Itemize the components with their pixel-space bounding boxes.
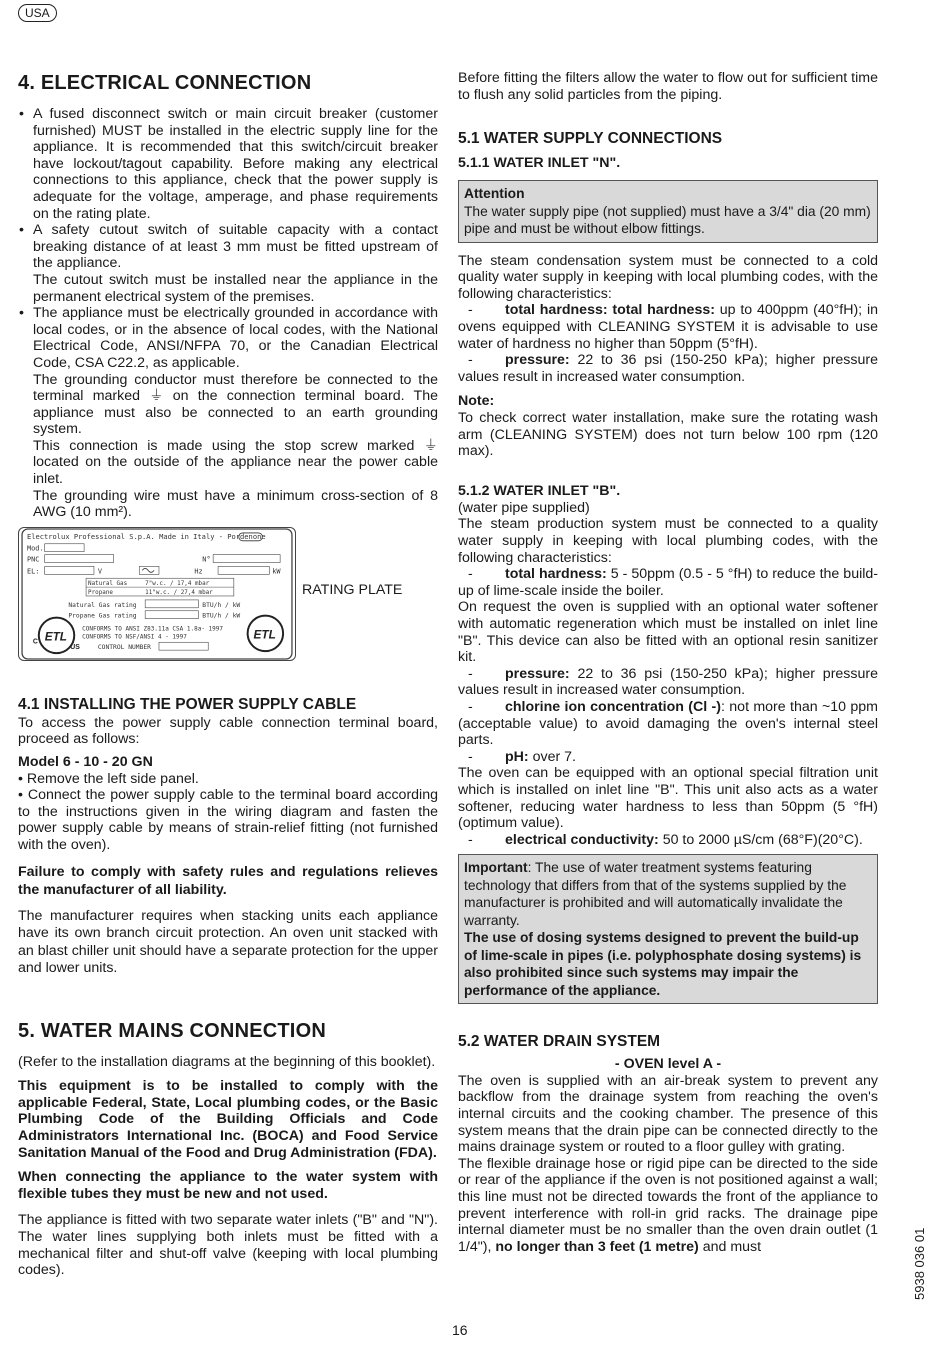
- drain-airbreak: The oven is supplied with an air-break system to prevent any backflow from the drainage system from reaching the oven's internal circuits and the cooking chamber. The presence of this system means that the drain pipe can be connected directly to the mains drainage system or routed to a floor gulley with grating.: [458, 1072, 878, 1156]
- svg-text:N°: N°: [202, 555, 211, 564]
- svg-text:Mod.: Mod.: [26, 544, 44, 553]
- svg-text:BTU/h / kW: BTU/h / kW: [202, 612, 241, 620]
- svg-text:C: C: [32, 638, 38, 646]
- country-badge: USA: [18, 4, 57, 22]
- bullet-cutout: • A safety cutout switch of suitable capacity with a contact breaking distance of at least 3 mm must be fitted upstream of the appliance. The cutout switch must be installed near the appliance in the permanent electrical system of the premises.: [18, 222, 438, 305]
- note-title: Note:: [458, 393, 495, 410]
- right-column: [458, 70, 878, 1255]
- svg-text:Natural Gas rating: Natural Gas rating: [68, 601, 137, 609]
- important-box: [458, 854, 878, 1004]
- attention-title: Attention: [464, 186, 525, 202]
- s5-two-inlets: The appliance is fitted with two separate water inlets ("B" and "N"). The water lines supplying both inlets must be fitted with a mechanical filter and shut-off valve (keeping with local plumbing codes).: [18, 1212, 438, 1279]
- svg-text:Natural Gas: Natural Gas: [88, 580, 128, 587]
- b-intro: The steam production system must be connected to a quality water supply in keeping with local plumbing codes, with the following characteristics:: [458, 516, 878, 566]
- n-pressure: - pressure: 22 to 36 psi (150-250 kPa); higher pressure values result in increased water consumption.: [458, 352, 878, 385]
- s41-step-2: • Connect the power supply cable to the terminal board according to the instructions given in the wiring diagram and fasten the power supply cable by means of strain-relief fitting (not furnished with the oven).: [18, 787, 438, 853]
- page-number: 16: [452, 1322, 468, 1338]
- section-5-2-title: 5.2 WATER DRAIN SYSTEM: [458, 1033, 661, 1051]
- b-filtration: The oven can be equipped with an optional special filtration unit which is installed on inlet line "B". This unit also acts as a water softener, reducing water hardness to less than 50ppm (5 °fH) (optimum value).: [458, 765, 878, 832]
- attention-box: [458, 180, 878, 243]
- b-conductivity: - electrical conductivity: 50 to 2000 µS/cm (68°F)(20°C).: [468, 831, 863, 848]
- section-4-bullets: [18, 106, 438, 521]
- attention-text: The water supply pipe (not supplied) must have a 3/4" dia (20 mm) pipe and must be without elbow fittings.: [464, 203, 871, 237]
- s41-step-1: • Remove the left side panel.: [18, 770, 199, 787]
- svg-text:Propane: Propane: [88, 589, 113, 596]
- b-hardness: - total hardness: 5 - 50ppm (0.5 - 5 °fH) to reduce the build-up of lime-scale inside the boiler.: [458, 566, 879, 599]
- svg-text:Hz: Hz: [194, 567, 203, 576]
- s5-refer: (Refer to the installation diagrams at the beginning of this booklet).: [18, 1053, 436, 1070]
- n-hardness: - total hardness: total hardness: up to 400ppm (40°fH); in ovens equipped with CLEANING SYSTEM it is advisable to use water of hardness no higher than 50ppm (5°fH).: [458, 302, 878, 352]
- svg-text:CONFORMS TO NSF/ANSI 4 - 1997: CONFORMS TO NSF/ANSI 4 - 1997: [82, 633, 187, 641]
- b-chlorine: - chlorine ion concentration (Cl -): not more than ~10 ppm (acceptable value) to avoid damaging the oven's internal steel parts.: [458, 698, 878, 749]
- svg-text:V: V: [97, 567, 103, 576]
- section-5-title: 5. WATER MAINS CONNECTION: [18, 1019, 326, 1042]
- s41-model: Model 6 - 10 - 20 GN: [18, 754, 153, 771]
- left-column: [18, 70, 438, 1279]
- b-softener: On request the oven is supplied with an optional water softener with automatic regeneration which must be installed on inlet line "B". This device can also be fitted with an optional resin sanitizer kit.: [458, 599, 878, 666]
- r-flush: Before fitting the filters allow the water to flow out for sufficient time to flush any solid particles from the piping.: [458, 70, 878, 103]
- svg-text:BTU/h / kW: BTU/h / kW: [202, 601, 241, 609]
- svg-text:kW: kW: [272, 567, 281, 576]
- svg-text:EL:: EL:: [26, 567, 40, 576]
- ground-symbol-icon: ⏚: [149, 388, 164, 405]
- rating-plate-image: [18, 527, 296, 661]
- svg-text:ETL: ETL: [253, 627, 276, 642]
- b-ph: - pH: over 7.: [468, 748, 576, 765]
- b-pressure: - pressure: 22 to 36 psi (150-250 kPa); higher pressure values result in increased water consumption.: [458, 665, 878, 699]
- important-dosing: The use of dosing systems designed to prevent the build-up of lime-scale in pipes (i.e. polyphosphate dosing systems) is also prohibited since such systems may impair the performance of the appliance.: [464, 930, 862, 998]
- svg-text:CONTROL NUMBER: CONTROL NUMBER: [97, 644, 151, 652]
- b-sub: (water pipe supplied): [458, 499, 590, 516]
- svg-text:11"w.c. / 27,4 mbar: 11"w.c. / 27,4 mbar: [145, 589, 213, 596]
- s5-codes: This equipment is to be installed to comply with the applicable Federal, State, Local plumbing codes, or the Basic Plumbing Code of the Building Officials and Code Administrators International Inc. (BOCA) and Food Service Sanitation Manual of the Food and Drug Administration (FDA).: [18, 1078, 438, 1161]
- section-4-title: 4. ELECTRICAL CONNECTION: [18, 72, 312, 94]
- svg-text:CONFORMS TO ANSI Z83.11a CSA 1: CONFORMS TO ANSI Z83.11a CSA 1.8a- 1997: [82, 625, 224, 633]
- section-5-1-2-title: 5.1.2 WATER INLET "B".: [458, 482, 621, 499]
- section-5-1-1-title: 5.1.1 WATER INLET "N".: [458, 155, 621, 172]
- svg-text:US: US: [70, 644, 80, 652]
- bullet-grounding: • The appliance must be electrically grounded in accordance with local codes, or in the absence of local codes, with the National Electrical Code, ANSI/NFPA 70, or the Canadian Electrical Code, CSA C22.2, as applicable. The grounding conductor must therefore be connected to the terminal marked ⏚ on the connection terminal board. The appliance must also be connected to an earth grounding system. This connection is made using the stop screw marked ⏚ located on the outside of the appliance near the power cable inlet. The grounding wire must have a minimum cross-section of 8 AWG (10 mm²).: [18, 305, 438, 521]
- svg-text:Propane Gas rating: Propane Gas rating: [68, 612, 137, 620]
- s41-warning: Failure to comply with safety rules and regulations relieves the manufacturer of all liability.: [18, 863, 438, 898]
- s5-new-tubes: When connecting the appliance to the water system with flexible tubes they must be new and not used.: [18, 1169, 438, 1202]
- important-text: Important: The use of water treatment systems featuring technology that differs from that of the systems supplied by the manufacturer is prohibited and will automatically invalidate the warranty.: [464, 860, 847, 928]
- document-code: 5938 036 01: [912, 1227, 927, 1300]
- svg-text:PNC: PNC: [26, 555, 40, 564]
- svg-text:7"w.c. / 17,4 mbar: 7"w.c. / 17,4 mbar: [145, 580, 210, 587]
- equipotential-symbol-icon: ⏚: [423, 437, 438, 454]
- s41-stacking: The manufacturer requires when stacking units each appliance have its own branch circuit protection. An oven unit stacked with an blast chiller unit should have a separate protection for the upper and lower units.: [18, 907, 438, 977]
- bullet-disconnect: • A fused disconnect switch or main circuit breaker (customer furnished) MUST be installed in the electric supply line for the appliance. It is recommended that this switch/circuit breaker have lockout/tagout capability. Before making any electrical connections to this appliance, check that the power supply is adequate for the voltage, amperage, and phase requirements on the rating plate.: [18, 106, 438, 222]
- section-4-1-title: 4.1 INSTALLING THE POWER SUPPLY CABLE: [18, 695, 357, 713]
- plate-line-1: Electrolux Professional S.p.A. Made in Italy - Pordenone: [26, 531, 266, 541]
- note-text: To check correct water installation, make sure the rotating wash arm (CLEANING SYSTEM) does not turn below 100 rpm (120 max).: [458, 410, 878, 460]
- drain-hose: The flexible drainage hose or rigid pipe can be directed to the side or rear of the appliance if the oven is not positioned against a wall; this line must not be directed towards the front of the appliance to prevent interference with roll-in grid racks. The drainage pipe internal diameter must be no smaller than the oven drain outlet (1 1/4"), no longer than 3 feet (1 metre) and must: [458, 1155, 878, 1255]
- s41-intro: To access the power supply cable connection terminal board, proceed as follows:: [18, 714, 438, 748]
- svg-text:ETL: ETL: [44, 629, 68, 644]
- oven-level-a: - OVEN level A -: [614, 1056, 722, 1073]
- rating-plate-block: [18, 527, 438, 661]
- section-5-1-title: 5.1 WATER SUPPLY CONNECTIONS: [458, 130, 723, 148]
- rating-plate-label: RATING PLATE: [302, 581, 403, 598]
- n-intro: The steam condensation system must be connected to a cold quality water supply in keeping with local plumbing codes, with the following characteristics:: [458, 252, 878, 302]
